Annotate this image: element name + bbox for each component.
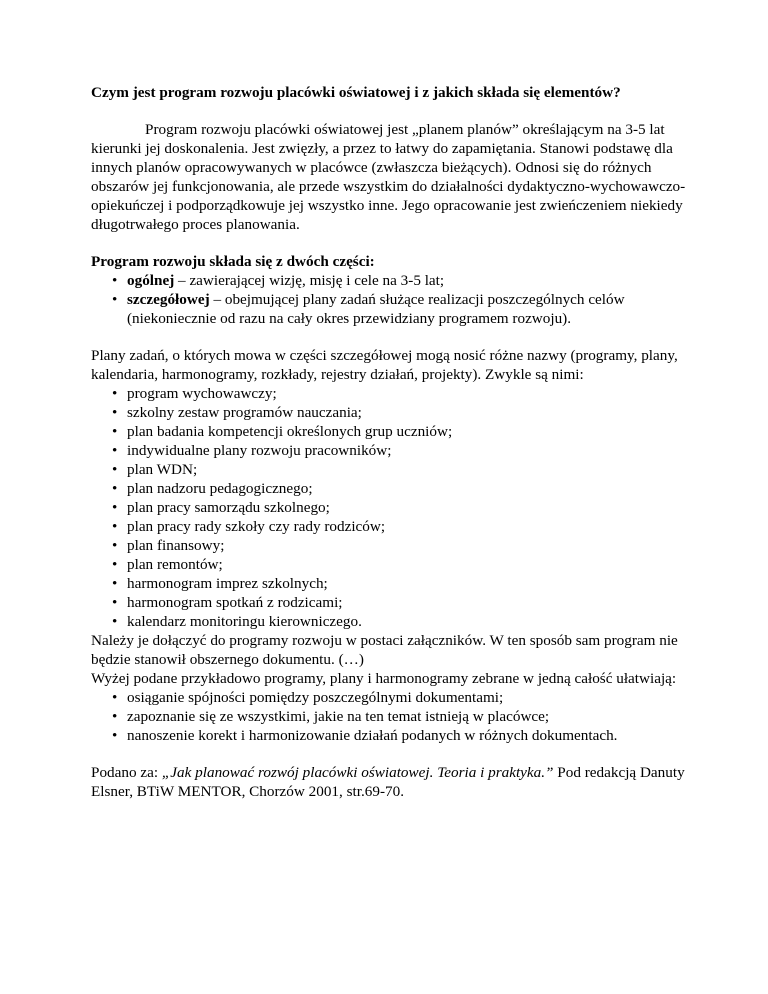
bullet-icon: •: [112, 404, 118, 421]
list-item: [91, 271, 691, 290]
list-item: [91, 403, 691, 422]
bullet-icon: •: [112, 613, 118, 630]
list-item: [91, 517, 691, 536]
plan-item: plan nadzoru pedagogicznego;: [127, 480, 313, 497]
document-page: [91, 83, 691, 801]
benefits-list: [91, 688, 691, 745]
plan-item: kalendarz monitoringu kierowniczego.: [127, 613, 362, 630]
list-item: [91, 688, 691, 707]
bullet-icon: •: [112, 423, 118, 440]
bullet-icon: •: [112, 708, 118, 725]
part-term: ogólnej: [127, 272, 175, 289]
list-item: [91, 536, 691, 555]
list-item: [91, 612, 691, 631]
list-item: [91, 707, 691, 726]
bullet-icon: •: [112, 689, 118, 706]
plan-item: plan finansowy;: [127, 537, 225, 554]
list-item: [91, 593, 691, 612]
source-prefix: Podano za:: [91, 764, 162, 781]
plans-list: [91, 384, 691, 631]
plan-item: plan remontów;: [127, 556, 223, 573]
source-title: „Jak planować rozwój placówki oświatowej. Teoria i praktyka.”: [161, 764, 554, 781]
bullet-icon: •: [112, 272, 118, 289]
bullet-icon: •: [112, 594, 118, 611]
attachments-paragraph: Należy je dołączyć do programy rozwoju w postaci załączników. W ten sposób sam program nie będzie stanowił obszernego dokumentu. (…): [91, 632, 678, 668]
bullet-icon: •: [112, 442, 118, 459]
bullet-icon: •: [112, 556, 118, 573]
bullet-icon: •: [112, 480, 118, 497]
spacer: [91, 328, 691, 346]
part-term: szczegółowej: [127, 291, 210, 308]
plan-item: plan pracy samorządu szkolnego;: [127, 499, 330, 516]
spacer: [91, 234, 691, 252]
plan-item: program wychowawczy;: [127, 385, 277, 402]
list-item: [91, 498, 691, 517]
spacer: [91, 102, 691, 120]
bullet-icon: •: [112, 727, 118, 744]
benefits-intro: Wyżej podane przykładowo programy, plany i harmonogramy zebrane w jedną całość ułatwiają:: [91, 670, 677, 687]
bullet-icon: •: [112, 291, 118, 308]
bullet-icon: •: [112, 518, 118, 535]
bullet-icon: •: [112, 575, 118, 592]
source-suffix: Pod redakcją Danuty Elsner, BTiW MENTOR, Chorzów 2001, str.69-70.: [91, 764, 685, 800]
plan-item: plan WDN;: [127, 461, 198, 478]
list-item: [91, 384, 691, 403]
list-item: [91, 479, 691, 498]
list-item: [91, 555, 691, 574]
plan-item: indywidualne plany rozwoju pracowników;: [127, 442, 392, 459]
parts-list: [91, 271, 691, 328]
bullet-icon: •: [112, 385, 118, 402]
list-item: [91, 422, 691, 441]
benefit-item: zapoznanie się ze wszystkimi, jakie na ten temat istnieją w placówce;: [127, 708, 550, 725]
plan-item: harmonogram spotkań z rodzicami;: [127, 594, 343, 611]
list-item: [91, 726, 691, 745]
part-text: – obejmującej plany zadań służące realizacji poszczególnych celów (niekoniecznie od razu na cały okres przewidziany programem rozwoju).: [127, 291, 625, 327]
document-title: Czym jest program rozwoju placówki oświatowej i z jakich składa się elementów?: [91, 84, 621, 101]
intro-paragraph: Program rozwoju placówki oświatowej jest „planem planów” określającym na 3-5 lat kierunki jej doskonalenia. Jest zwięzły, a przez to łatwy do zapamiętania. Stanowi podstawę dla innych planów opracowywanych w placówce (zwłaszcza bieżących). Odnosi się do różnych obszarów jej funkcjonowania, ale przede wszystkim do działalności dydaktyczno-wychowawczo-opiekuńczej i podporządkowuje jej wszystko inne. Jego opracowanie jest zwieńczeniem niekiedy długotrwałego proces planowania.: [91, 121, 686, 233]
benefit-item: osiąganie spójności pomiędzy poszczególnymi dokumentami;: [127, 689, 504, 706]
bullet-icon: •: [112, 461, 118, 478]
plans-intro: Plany zadań, o których mowa w części szczegółowej mogą nosić różne nazwy (programy, plany, kalendaria, harmonogramy, rozkłady, rejestry działań, projekty). Zwykle są nimi:: [91, 347, 678, 383]
plan-item: szkolny zestaw programów nauczania;: [127, 404, 362, 421]
parts-heading: Program rozwoju składa się z dwóch części:: [91, 253, 375, 270]
benefit-item: nanoszenie korekt i harmonizowanie działań podanych w różnych dokumentach.: [127, 727, 618, 744]
source-citation: [91, 763, 691, 801]
plan-item: harmonogram imprez szkolnych;: [127, 575, 328, 592]
bullet-icon: •: [112, 499, 118, 516]
plan-item: plan badania kompetencji określonych grup uczniów;: [127, 423, 453, 440]
list-item: [91, 574, 691, 593]
spacer: [91, 745, 691, 763]
list-item: [91, 460, 691, 479]
plan-item: plan pracy rady szkoły czy rady rodziców;: [127, 518, 386, 535]
list-item: [91, 290, 691, 328]
bullet-icon: •: [112, 537, 118, 554]
list-item: [91, 441, 691, 460]
part-text: – zawierającej wizję, misję i cele na 3-5 lat;: [174, 272, 445, 289]
